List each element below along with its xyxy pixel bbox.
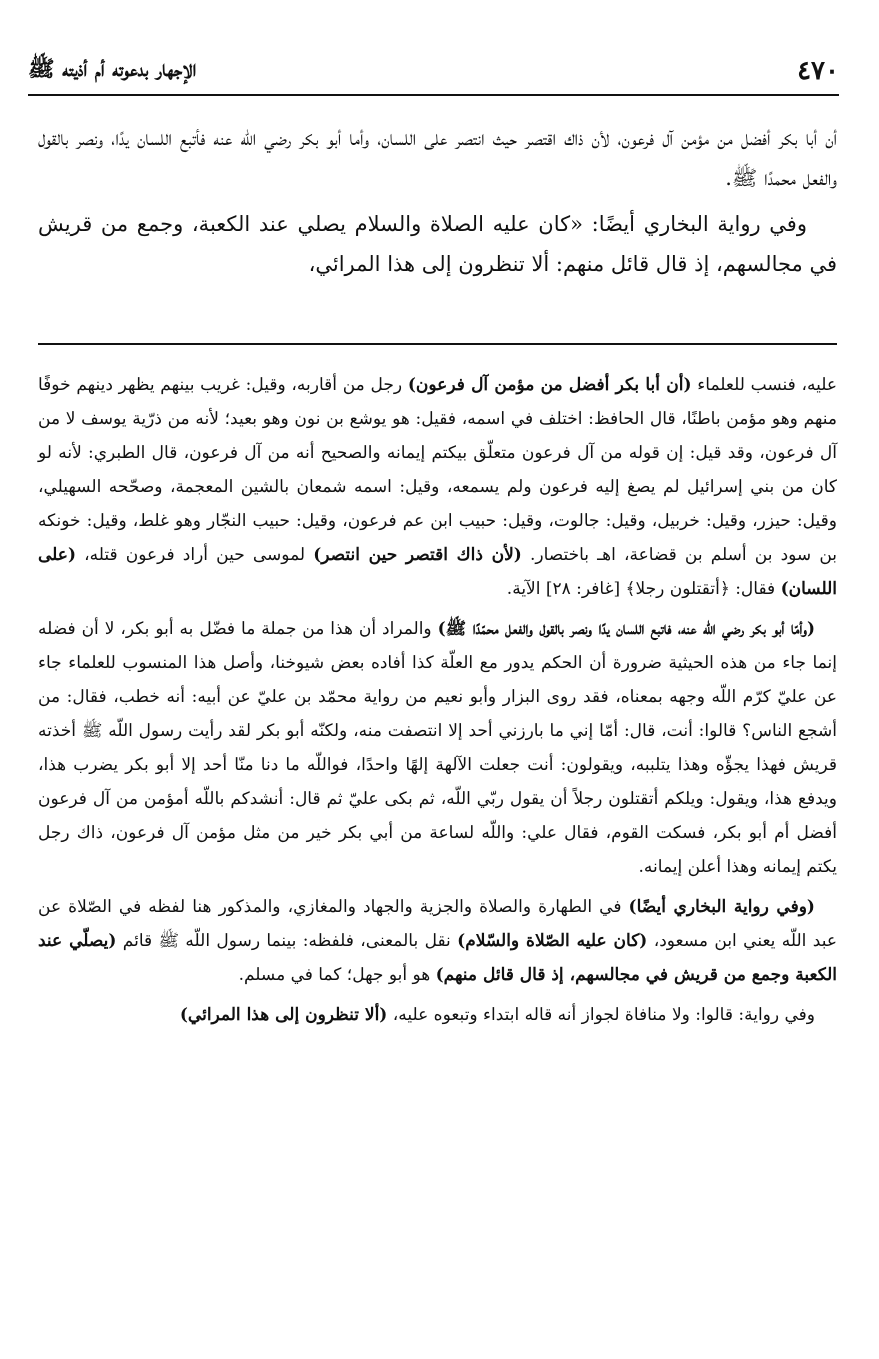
page-header: [28, 48, 839, 96]
text-run: رجل من أقاربه، وقيل: غريب بينهم يظهر دينهم خوفًا منهم وهو مؤمن باطنًا، قال الحافظ: اختلف في اسمه، فقيل: هو يوشع بن نون وهو بعيد؛ لأنه من ذرّية يوسف لا من آل فرعون، وقد قيل: إن قوله من آل فرعون متعلّق بيكتم إيمانه والصحيح أنه من آل فرعون، قال الطبري: لأنه لو كان من بني إسرائيل لم يصغ إليه فرعون ولم يسمعه، وقيل: اسمه شمعان بالشين المعجمة، وصحّحه السهيلي، وقيل: حيزر، وقيل: خربيل، وقيل: جالوت، وقيل: حبيب ابن عم فرعون، وقيل: حبيب النجّار وهو غلط، وقيل: خونكه بن سود بن أسلم بن قضاعة، اهـ باختصار.: [38, 375, 837, 565]
quoted-phrase: (كان عليه الصّلاة والسّلام): [457, 931, 648, 951]
commentary-paragraph: [38, 612, 837, 884]
text-run: والمراد أن هذا من جملة ما فضّل به أبو بكر، لا أن فضله إنما جاء من هذه الحيثية ضرورة أن الحكم يدور مع العلّة كذا أفاده بعض شيوخنا، وأصل هذا المنسوب للعلماء جاء عن عليّ كرّم اللّه وجهه بمعناه، فقد روى البزار وأبو نعيم من رواية محمّد بن عليّ عن أبيه: أنه خطب، فقال: من أشجع الناس؟ قالوا: أنت، قال: أمّا إني ما بارزني أحد إلا انتصفت منه، ولكنّه أبو بكر لقد رأيت رسول اللّه ﷺ أخذته قريش فهذا يجؤّه وهذا يتلببه، ويقولون: أنت جعلت الآلهة إلهًا واحدًا، فواللّه ما دنا منّا أحد إلا أبو بكر يضرب هذا، ويدفع هذا، ويقول: ويلكم أتقتلون رجلاً أن يقول ربّي اللّه، ثم بكى عليّ ثم قال: أنشدكم باللّه أمؤمن من آل فرعون أفضل أم أبو بكر، فسكت القوم، فقال علي: واللّه لساعة من أبي بكر خير من مثل مؤمن آل فرعون، ذاك رجل يكتم إيمانه وهذا أعلن إيمانه.: [38, 619, 837, 877]
page-number: ٤٧٠: [797, 56, 839, 86]
commentary-paragraph: [38, 368, 837, 606]
text-run: فقال: ﴿أتقتلون رجلا﴾ [غافر: ٢٨] الآية.: [506, 579, 781, 599]
quoted-phrase: (على اللسان): [38, 545, 837, 599]
text-run: نقل بالمعنى، فلفظه: بينما رسول اللّه ﷺ قائم: [116, 931, 458, 951]
commentary-paragraph: [38, 998, 837, 1032]
main-paragraph: أن أبا بكر أفضل من مؤمن آل فرعون، لأن ذاك اقتصر حيث انتصر على اللسان، وأما أبو بكر رضي الله عنه فأتبع اللسان يدًا، ونصر بالقول والفعل محمدًا ﷺ.: [38, 126, 837, 190]
running-title: الإجهار بدعوته أم أذيته ﷺ: [28, 56, 197, 82]
commentary: [38, 368, 837, 1038]
quoted-phrase: (وفي رواية البخاري أيضًا): [628, 897, 815, 917]
quoted-phrase: (وأمّا أبو بكر رضي اللّه عنه، فاتبع اللسان يدًا ونصر بالقول والفعل محمّدًا ﷺ): [437, 619, 816, 639]
main-paragraph: وفي رواية البخاري أيضًا: «كان عليه الصلاة والسلام يصلي عند الكعبة، وجمع من قريش في مجالسهم، إذ قال قائل منهم: ألا تنظرون إلى هذا المرائي،: [38, 212, 837, 276]
main-text: [38, 118, 837, 284]
text-run: عليه، فنسب للعلماء: [691, 375, 838, 395]
quoted-phrase: (يصلّي عند الكعبة وجمع من قريش في مجالسهم، إذ قال قائل منهم): [38, 931, 837, 985]
quoted-phrase: (لأن ذاك اقتصر حين انتصر): [313, 545, 522, 565]
text-run: في الطهارة والصلاة والجزية والجهاد والمغازي، والمذكور هنا لفظه في الصّلاة عن عبد اللّه يعني ابن مسعود،: [38, 897, 837, 951]
quoted-phrase: (أن أبا بكر أفضل من مؤمن آل فرعون): [407, 375, 692, 395]
text-run: هو أبو جهل؛ كما في مسلم.: [238, 965, 436, 985]
footnote-divider: [38, 343, 837, 345]
text-run: لموسى حين أراد فرعون قتله،: [75, 545, 314, 565]
text-run: وفي رواية: قالوا: ولا منافاة لجواز أنه قاله ابتداء وتبعوه عليه،: [387, 1005, 815, 1025]
commentary-paragraph: [38, 890, 837, 992]
quoted-phrase: (ألا تنظرون إلى هذا المرائي): [179, 1005, 388, 1025]
